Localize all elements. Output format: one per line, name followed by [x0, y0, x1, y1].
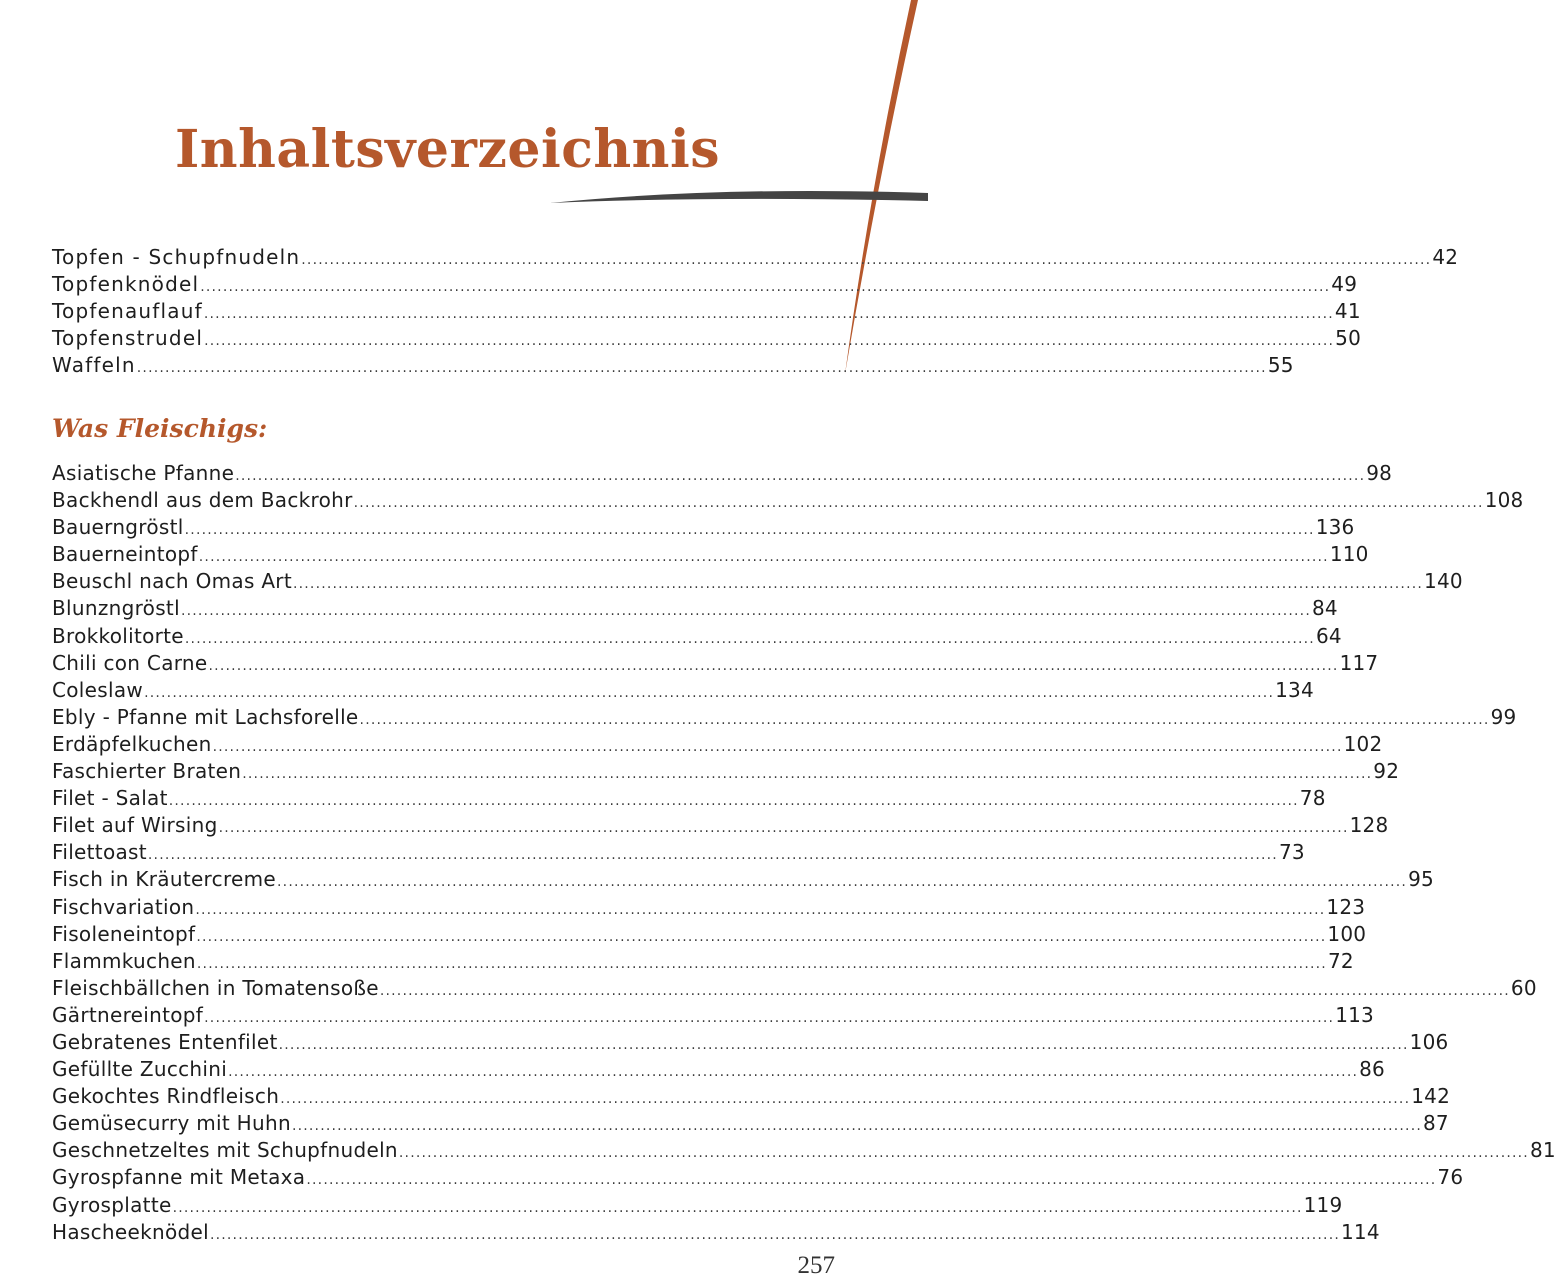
dot-leader: ........................................................................................................................................................................................................ — [147, 847, 1278, 864]
toc-entry-page: 64 — [1315, 623, 1342, 648]
toc-entry — [52, 866, 1434, 893]
toc-entry — [52, 975, 1537, 1002]
toc-entry-title: Hascheeknödel — [52, 1219, 209, 1244]
dot-leader: ........................................................................................................................................................................................................ — [292, 576, 1424, 593]
toc-entry-page: 55 — [1267, 353, 1294, 378]
toc-entry — [52, 650, 1379, 677]
page-title: Inhaltsverzeichnis — [174, 118, 721, 180]
dot-leader: ........................................................................................................................................................................................................ — [228, 1064, 1359, 1081]
toc-entry — [52, 460, 1393, 487]
toc-entry-page: 84 — [1311, 596, 1338, 621]
dot-leader: ........................................................................................................................................................................................................ — [353, 495, 1484, 512]
toc-entry — [52, 704, 1517, 731]
toc-entry — [52, 1192, 1343, 1219]
dot-leader: ........................................................................................................................................................................................................ — [200, 279, 1331, 296]
toc-entry-title: Ebly - Pfanne mit Lachsforelle — [52, 704, 359, 729]
toc-entry-title: Bauerneintopf — [52, 542, 198, 567]
dot-leader: ........................................................................................................................................................................................................ — [209, 1226, 1340, 1243]
toc-entry — [52, 894, 1366, 921]
toc-entry-title: Bauerngröstl — [52, 515, 184, 540]
toc-entry-page: 42 — [1432, 245, 1459, 269]
toc-entry-title: Gärtnereintopf — [52, 1002, 204, 1027]
toc-entry-title: Waffeln — [52, 353, 136, 378]
toc-entry — [52, 623, 1342, 650]
toc-entry-title: Fisch in Kräutercreme — [52, 867, 277, 892]
toc-entry — [52, 514, 1355, 541]
toc-entry-page: 100 — [1327, 921, 1367, 946]
toc-entry — [52, 352, 1294, 379]
toc-entry-title: Asiatische Pfanne — [52, 461, 235, 485]
toc-entry-title: Topfen - Schupfnudeln — [52, 245, 301, 269]
toc-entry-title: Beuschl nach Omas Art — [52, 569, 292, 594]
toc-entry-title: Gefüllte Zucchini — [52, 1057, 228, 1082]
toc-entry-page: 81 — [1529, 1138, 1556, 1163]
toc-entry — [52, 1137, 1556, 1164]
section-heading: Was Fleischigs: — [52, 414, 268, 443]
toc-entry-title: Gemüsecurry mit Huhn — [52, 1111, 291, 1136]
toc-entry-page: 128 — [1349, 813, 1389, 838]
toc-entry-title: Coleslaw — [52, 677, 144, 702]
toc-entry — [52, 595, 1338, 622]
dot-leader: ........................................................................................................................................................................................................ — [291, 1118, 1422, 1135]
dot-leader: ........................................................................................................................................................................................................ — [280, 1091, 1411, 1108]
toc-entry-title: Geschnetzeltes mit Schupfnudeln — [52, 1138, 398, 1163]
toc-entry-page: 142 — [1411, 1084, 1451, 1109]
toc-entry-page: 41 — [1334, 299, 1361, 324]
toc-entry-title: Erdäpfelkuchen — [52, 731, 212, 756]
dot-leader: ........................................................................................................................................................................................................ — [203, 306, 1334, 323]
toc-entry-page: 99 — [1490, 704, 1517, 729]
dot-leader: ........................................................................................................................................................................................................ — [235, 468, 1366, 484]
dot-leader: ........................................................................................................................................................................................................ — [195, 901, 1326, 918]
dot-leader: ........................................................................................................................................................................................................ — [398, 1145, 1529, 1162]
toc-entry — [52, 948, 1354, 975]
toc-entry-title: Gebratenes Entenfilet — [52, 1029, 278, 1054]
toc-entry-title: Fischvariation — [52, 894, 195, 919]
toc-entry-page: 110 — [1329, 542, 1369, 567]
dot-leader: ........................................................................................................................................................................................................ — [198, 549, 1329, 566]
toc-entry — [52, 1219, 1380, 1246]
toc-entry — [52, 1056, 1385, 1083]
dot-leader: ........................................................................................................................................................................................................ — [218, 820, 1349, 837]
toc-entry-page: 108 — [1484, 488, 1524, 513]
toc-list-top — [52, 244, 1459, 379]
toc-entry — [52, 244, 1459, 271]
toc-entry — [52, 1083, 1451, 1110]
toc-entry — [52, 568, 1463, 595]
toc-entry-title: Gekochtes Rindfleisch — [52, 1084, 280, 1109]
toc-entry-page: 134 — [1275, 677, 1314, 702]
toc-entry-title: Faschierter Braten — [52, 759, 242, 784]
dot-leader: ........................................................................................................................................................................................................ — [136, 360, 1267, 377]
dot-leader: ........................................................................................................................................................................................................ — [180, 603, 1311, 620]
toc-entry-page: 49 — [1331, 272, 1358, 297]
dot-leader: ........................................................................................................................................................................................................ — [204, 333, 1335, 350]
toc-entry — [52, 812, 1389, 839]
horizontal-brush-line — [550, 191, 928, 203]
toc-entry — [52, 677, 1314, 704]
toc-entry-page: 106 — [1409, 1029, 1449, 1054]
toc-entry — [52, 325, 1361, 352]
toc-entry-page: 50 — [1335, 326, 1361, 351]
toc-entry — [52, 541, 1369, 568]
toc-entry-page: 87 — [1423, 1111, 1449, 1136]
dot-leader: ........................................................................................................................................................................................................ — [301, 252, 1432, 268]
toc-entry-page: 140 — [1424, 569, 1463, 594]
toc-list-section — [52, 460, 1556, 1246]
toc-entry-page: 95 — [1408, 867, 1434, 892]
dot-leader: ........................................................................................................................................................................................................ — [208, 657, 1339, 674]
toc-entry-title: Backhendl aus dem Backrohr — [52, 488, 353, 513]
toc-entry — [52, 1002, 1374, 1029]
toc-entry-page: 86 — [1359, 1057, 1385, 1082]
toc-entry-title: Topfenstrudel — [52, 326, 204, 351]
dot-leader: ........................................................................................................................................................................................................ — [184, 522, 1315, 539]
toc-entry-title: Topfenauflauf — [52, 299, 203, 324]
dot-leader: ........................................................................................................................................................................................................ — [204, 1009, 1335, 1026]
toc-entry-title: Blunzngröstl — [52, 596, 180, 621]
toc-entry-page: 102 — [1343, 731, 1383, 756]
dot-leader: ........................................................................................................................................................................................................ — [306, 1172, 1437, 1189]
toc-entry — [52, 1110, 1449, 1137]
dot-leader: ........................................................................................................................................................................................................ — [196, 955, 1327, 972]
toc-entry-page: 78 — [1299, 786, 1326, 811]
toc-entry-page: 114 — [1341, 1219, 1380, 1244]
toc-entry-title: Fisoleneintopf — [52, 921, 196, 946]
toc-entry-page: 98 — [1366, 461, 1393, 485]
toc-entry — [52, 921, 1367, 948]
toc-entry-page: 60 — [1510, 975, 1537, 1000]
toc-entry-page: 92 — [1373, 759, 1400, 784]
dot-leader: ........................................................................................................................................................................................................ — [277, 874, 1408, 891]
dot-leader: ........................................................................................................................................................................................................ — [172, 1199, 1303, 1216]
dot-leader: ........................................................................................................................................................................................................ — [359, 711, 1490, 728]
toc-entry-page: 136 — [1315, 515, 1355, 540]
dot-leader: ........................................................................................................................................................................................................ — [242, 766, 1373, 783]
toc-entry-page: 119 — [1303, 1192, 1343, 1217]
toc-entry — [52, 298, 1361, 325]
dot-leader: ........................................................................................................................................................................................................ — [184, 630, 1315, 647]
toc-entry-page: 113 — [1335, 1002, 1374, 1027]
toc-entry-page: 73 — [1278, 840, 1305, 865]
toc-entry — [52, 731, 1383, 758]
toc-entry — [52, 1029, 1449, 1056]
dot-leader: ........................................................................................................................................................................................................ — [196, 928, 1327, 945]
toc-entry-title: Filet - Salat — [52, 786, 168, 811]
toc-entry — [52, 1164, 1464, 1191]
toc-entry-title: Flammkuchen — [52, 948, 196, 973]
toc-entry-title: Topfenknödel — [52, 272, 200, 297]
toc-entry-title: Gyrospfanne mit Metaxa — [52, 1165, 306, 1190]
dot-leader: ........................................................................................................................................................................................................ — [278, 1036, 1409, 1053]
dot-leader: ........................................................................................................................................................................................................ — [168, 793, 1299, 810]
toc-entry-title: Fleischbällchen in Tomatensoße — [52, 975, 379, 1000]
toc-entry — [52, 839, 1305, 866]
dot-leader: ........................................................................................................................................................................................................ — [144, 684, 1275, 701]
dot-leader: ........................................................................................................................................................................................................ — [379, 982, 1510, 999]
toc-entry — [52, 487, 1524, 514]
toc-entry-title: Chili con Carne — [52, 650, 208, 675]
toc-entry — [52, 758, 1400, 785]
toc-entry — [52, 271, 1358, 298]
toc-entry-page: 76 — [1437, 1165, 1464, 1190]
toc-entry-title: Brokkolitorte — [52, 623, 184, 648]
dot-leader: ........................................................................................................................................................................................................ — [212, 738, 1343, 755]
toc-entry-title: Filet auf Wirsing — [52, 813, 218, 838]
toc-entry — [52, 785, 1326, 812]
toc-entry-page: 123 — [1326, 894, 1366, 919]
toc-entry-title: Filettoast — [52, 840, 147, 865]
page-number: 257 — [797, 1252, 835, 1279]
toc-entry-page: 72 — [1327, 948, 1354, 973]
toc-entry-title: Gyrosplatte — [52, 1192, 172, 1217]
toc-entry-page: 117 — [1339, 650, 1379, 675]
